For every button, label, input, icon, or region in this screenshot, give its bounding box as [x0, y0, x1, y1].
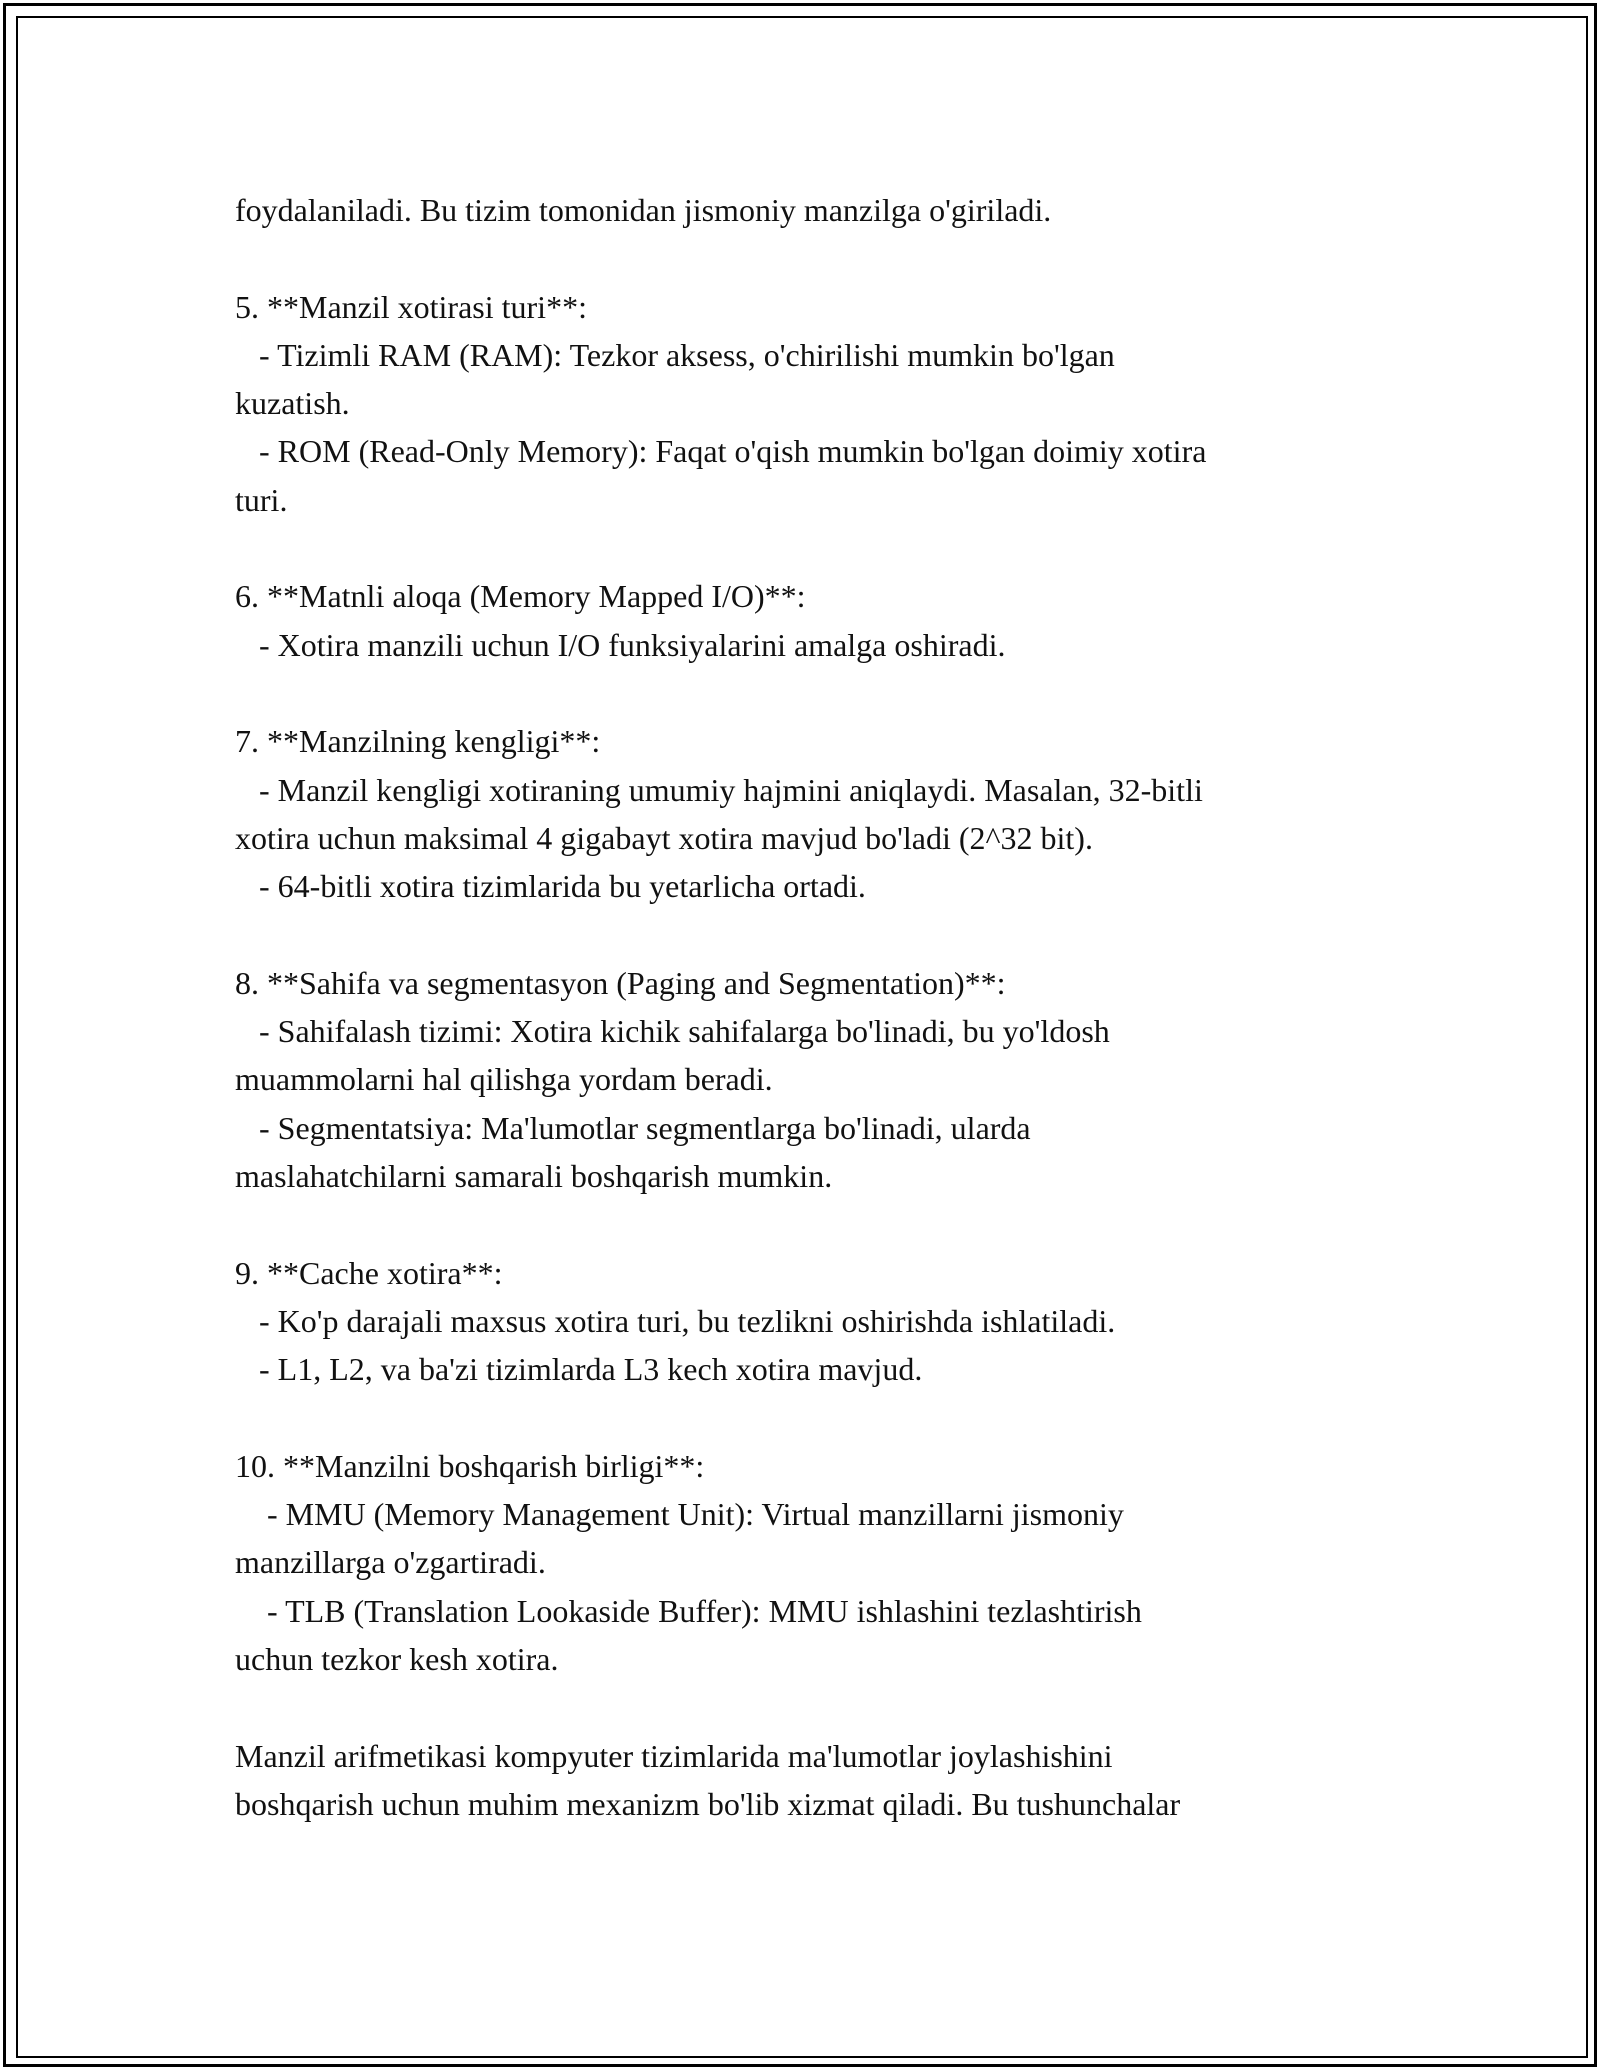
blank-line: [235, 910, 1395, 958]
text-line: - MMU (Memory Management Unit): Virtual manzillarni jismoniy: [235, 1496, 1124, 1533]
text-line: manzillarga o'zgartiradi.: [235, 1544, 546, 1581]
blank-line: [235, 234, 1395, 282]
section-heading: 6. **Matnli aloqa (Memory Mapped I/O)**:: [235, 578, 806, 615]
blank-line: [235, 1683, 1395, 1731]
text-line: maslahatchilarni samarali boshqarish mumkin.: [235, 1157, 833, 1194]
text-line: - Segmentatsiya: Ma'lumotlar segmentlarga bo'linadi, ularda: [235, 1109, 1031, 1146]
text-line: Manzil arifmetikasi kompyuter tizimlarida ma'lumotlar joylashishini: [235, 1737, 1113, 1774]
blank-line: [235, 1200, 1395, 1248]
text-line: uchun tezkor kesh xotira.: [235, 1640, 559, 1677]
text-line: - 64-bitli xotira tizimlarida bu yetarlicha ortadi.: [235, 868, 866, 905]
section-heading: 7. **Manzilning kengligi**:: [235, 723, 601, 760]
text-line: - Manzil kengligi xotiraning umumiy hajmini aniqlaydi. Masalan, 32-bitli: [235, 771, 1203, 808]
text-line: - ROM (Read-Only Memory): Faqat o'qish mumkin bo'lgan doimiy xotira: [235, 433, 1207, 470]
section-heading: 8. **Sahifa va segmentasyon (Paging and Segmentation)**:: [235, 964, 1006, 1001]
document-text: [235, 186, 1395, 1828]
text-line: - TLB (Translation Lookaside Buffer): MMU ishlashini tezlashtirish: [235, 1592, 1142, 1629]
text-line: xotira uchun maksimal 4 gigabayt xotira mavjud bo'ladi (2^32 bit).: [235, 819, 1093, 856]
section-heading: 5. **Manzil xotirasi turi**:: [235, 288, 587, 325]
section-heading: 10. **Manzilni boshqarish birligi**:: [235, 1447, 705, 1484]
text-line: turi.: [235, 481, 288, 518]
text-line: kuzatish.: [235, 385, 350, 422]
section-heading: 9. **Cache xotira**:: [235, 1254, 503, 1291]
text-line: boshqarish uchun muhim mexanizm bo'lib xizmat qiladi. Bu tushunchalar: [235, 1785, 1181, 1822]
text-line: - L1, L2, va ba'zi tizimlarda L3 kech xotira mavjud.: [235, 1351, 923, 1388]
text-line: foydalaniladi. Bu tizim tomonidan jismoniy manzilga o'giriladi.: [235, 192, 1052, 228]
text-line: - Ko'p darajali maxsus xotira turi, bu tezlikni oshirishda ishlatiladi.: [235, 1302, 1116, 1339]
blank-line: [235, 669, 1395, 717]
blank-line: [235, 1393, 1395, 1441]
blank-line: [235, 524, 1395, 572]
text-line: - Tizimli RAM (RAM): Tezkor aksess, o'chirilishi mumkin bo'lgan: [235, 336, 1115, 373]
text-line: muammolarni hal qilishga yordam beradi.: [235, 1061, 773, 1098]
text-line: - Sahifalash tizimi: Xotira kichik sahifalarga bo'linadi, bu yo'ldosh: [235, 1013, 1110, 1050]
text-line: - Xotira manzili uchun I/O funksiyalarini amalga oshiradi.: [235, 626, 1006, 663]
